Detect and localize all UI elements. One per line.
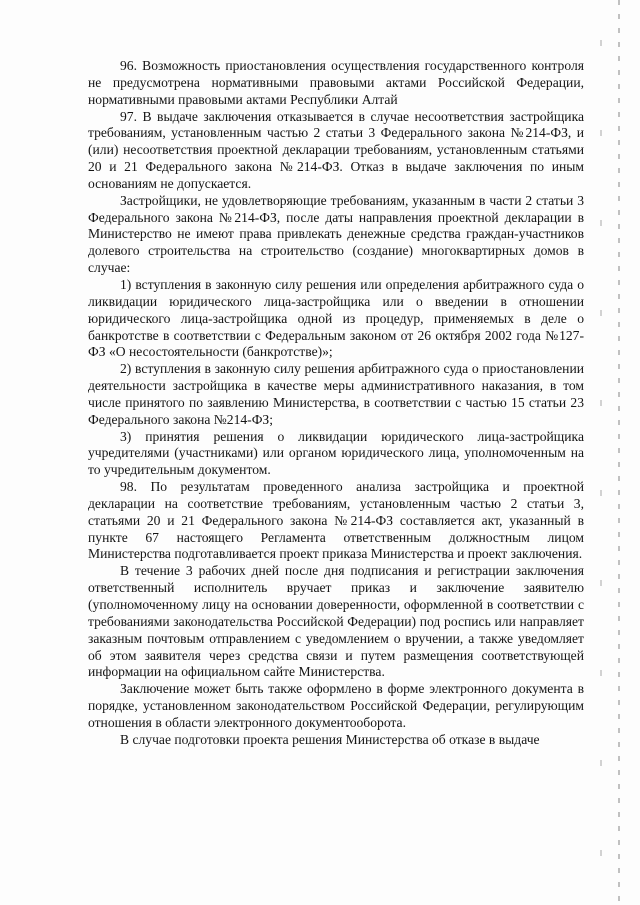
list-item-2: 2) вступления в законную силу решения арбитражного суда о приостановлении деятельности застройщика в качестве меры административного наказания, в том числе принятого по заявлению Министерства, в соответствии с частью 15 статьи 23 Федерального закона №214-ФЗ; [88, 361, 584, 427]
document-body [88, 58, 584, 749]
list-item-3: 3) принятия решения о ликвидации юридического лица-застройщика учредителями (участниками) или органом юридического лица, уполномоченным на то учредительным документом. [88, 428, 584, 478]
list-item-1: 1) вступления в законную силу решения или определения арбитражного суда о ликвидации юридического лица-застройщика или о введении в отношении юридического лица-застройщика одной из процедур, применяемых в деле о банкротстве в соответствии с Федеральным законом от 26 октября 2002 года №127-ФЗ «О несостоятельности (банкротстве)»; [88, 276, 584, 360]
scan-edge-mark-secondary [600, 0, 602, 905]
paragraph-98: 98. По результатам проведенного анализа застройщика и проектной декларации на соответствие требованиям, установленным частью 2 статьи 3, статьями 20 и 21 Федерального закона №214-ФЗ составляется акт, указанный в пункте 67 настоящего Регламента ответственным должностным лицом Министерства подготавливается проект приказа Министерства и проект заключения. [88, 479, 584, 562]
paragraph-97: 97. В выдаче заключения отказывается в случае несоответствия застройщика требованиям, установленным частью 2 статьи 3 Федерального закона №214-ФЗ, и (или) несоответствия проектной декларации требованиям, установленным статьями 20 и 21 Федерального закона №214-ФЗ. Отказ в выдаче заключения по иным основаниям не допускается. [88, 108, 584, 191]
paragraph-delivery-terms: В течение 3 рабочих дней после дня подписания и регистрации заключения ответственный исполнитель вручает приказ и заключение заявителю (уполномоченному лицу на основании доверенности, оформленной в соответствии с требованиями законодательства Российской Федерации) под роспись или направляет заказным почтовым отправлением с уведомлением о вручении, а также уведомляет об этом заявителя через средства связи и путем размещения соответствующей информации на официальном сайте Министерства. [88, 563, 584, 680]
paragraph-developers-restriction: Застройщики, не удовлетворяющие требованиям, указанным в части 2 статьи 3 Федерального закона №214-ФЗ, после даты направления проектной декларации в Министерство не имеют права привлекать денежные средства граждан-участников долевого строительства на строительство (создание) многоквартирных домов в случае: [88, 192, 584, 276]
paragraph-refusal-start: В случае подготовки проекта решения Министерства об отказе в выдаче [120, 731, 540, 747]
paragraph-electronic-form: Заключение может быть также оформлено в форме электронного документа в порядке, установленном законодательством Российской Федерации, регулирующим отношения в области электронного документооборота. [88, 681, 584, 730]
paragraph-96: 96. Возможность приостановления осуществления государственного контроля не предусмотрена нормативными правовыми актами Российской Федерации, нормативными правовыми актами Республики Алтай [88, 58, 584, 107]
scan-edge-mark [618, 0, 620, 905]
